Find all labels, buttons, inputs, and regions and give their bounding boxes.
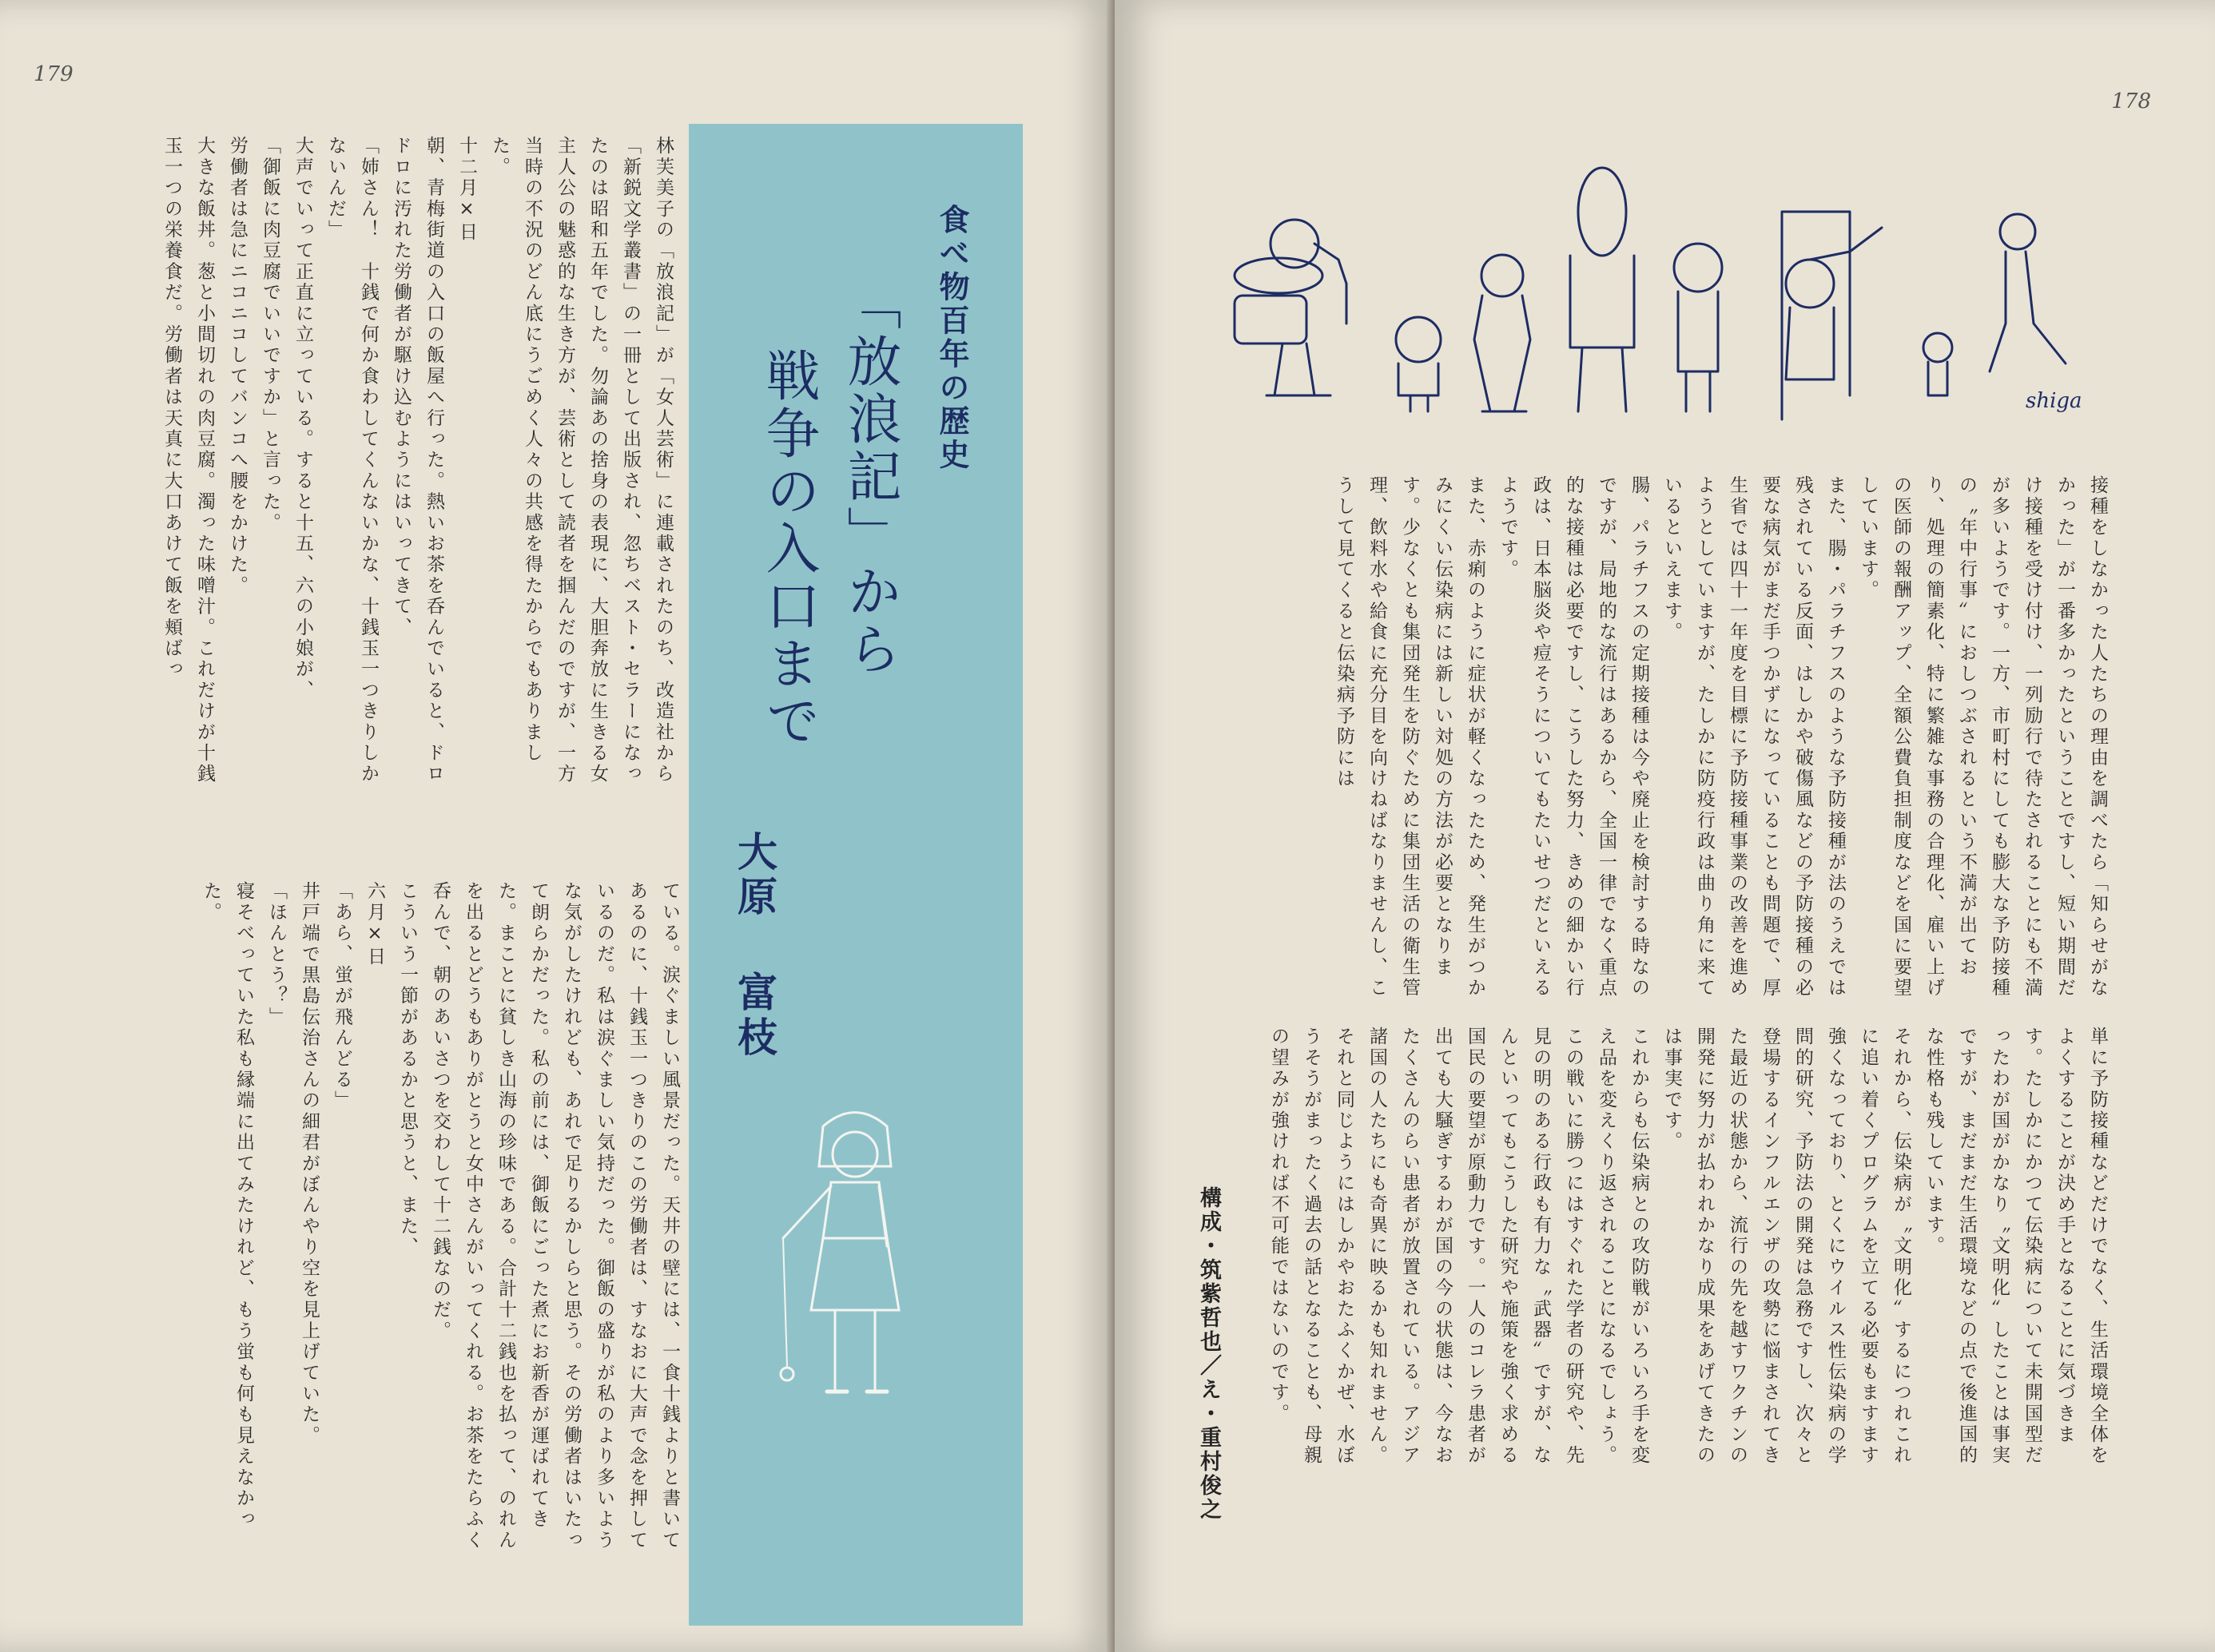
paragraph: 腸、パラチフスの定期接種は今や廃止を検討する時なのですが、局地的な流行はあるから、全国一律でなく重点的な接種は必要ですし、こうした努力、きめの細かい行政は、日本脳炎や痘そうについてもたいせつだといえるようです。 — [1497, 475, 1649, 999]
paragraph: 「あら、蛍が飛んどる」 — [332, 881, 352, 1112]
paragraph: 六月×日 — [364, 881, 385, 967]
paragraph: これからも伝染病との攻防戦がいろいろ手を変え品を変えくり返されることになるでしょう。この戦いに勝つにはすぐれた学者の研究や、先見の明のある行政も有力な〝武器〟ですが、なんといってもこうした研究や施策を強く求める国民の要望が原動力です。一人のコレラ患者が出ても大騒ぎするわが国の今の状態は、今なおたくさんのらい患者が放置されている。アジア諸国の人たちにも奇異に映るかも知れません。それと同じようにはしかやおたふくかぜ、水ぼうそうがまったく過去の話となることも、母親の望みが強ければ不可能ではないのです。 — [1268, 1027, 1649, 1467]
paragraph: 「姉さん！ 十銭で何か食わしてくんないかな、十銭玉一つきりしかないんだ」 — [325, 136, 379, 785]
paragraph: 接種をしなかった人たちの理由を調べたら「知らせがなかった」が一番多かったということですし、短い期間だけ接種を受け付け、一列励行で待たされることにも不満が多いようです。一方、市町村にしても膨大な予防接種の〝年中行事〟におしつぶされるという不満が出ており、処理の簡素化、特に繁雑な事務の合理化、雇い上げの医師の報酬アップ、全額公費負担制度などを国に要望しています。 — [1858, 475, 2108, 999]
paragraph: また、腸・パラチフスのような予防接種が法のうえでは残されている反面、はしかや破傷風などの予防接種の必要な病気がまだ手つかずになっていることも問題で、厚生省では四十一年度を目標に予防接種事業の改善を進めようとしていますが、たしかに防疫行政は曲り角に来ているといえます。 — [1661, 475, 1846, 999]
paragraph: 寝そべっていた私も縁端に出てみたけれど、もう蛍も何も見えなかった。 — [201, 881, 254, 1531]
girl-with-yoyo-illustration — [767, 1102, 943, 1438]
page-number-left: 179 — [34, 62, 74, 86]
article-text-lower — [94, 881, 686, 1560]
author-name: 大原 富枝 — [731, 831, 777, 1061]
paragraph: 十二月×日 — [456, 136, 477, 243]
page-number-right: 178 — [2111, 89, 2151, 113]
paragraph: 林芙美子の「放浪記」が「女人芸術」に連載されたのち、改造社から「新鋭文学叢書」の一冊として出版され、忽ちベスト・セラーになったのは昭和五年でした。勿論あの捨身の表現に、大胆奔放に生きる女主人公の魅惑的な生き方が、芸術として読者を掴んだのですが、一方当時の不況のどん底にうごめく人々の共感を得たからでもありました。 — [489, 136, 674, 785]
paragraph: 朝、青梅街道の入口の飯屋へ行った。熱いお茶を呑んでいると、ドロドロに汚れた労働者が駆け込むようにはいってきて、 — [391, 136, 444, 785]
paragraph: 大きな飯丼。葱と小間切れの肉豆腐。濁った味噌汁。これだけが十銭玉一つの栄養食だ。労働者は天真に大口あけて飯を頬ばっ — [161, 136, 215, 785]
article-text-upper — [152, 136, 679, 799]
paragraph: ている。涙ぐましい風景だった。天井の壁には、一食十銭よりと書いてあるのに、十銭玉一つきりのこの労働者は、すなおに大声で念を押しているのだ。私は涙ぐましい気持だった。御飯の盛りが私のより多いような気がしたけれども、あれで足りるかしらと思う。その労働者はいたって朗らかだった。私の前には、御飯にごった煮にお新香が運ばれてきた。まことに貧しき山海の珍味である。合計十二銭也を払って、のれんを出るとどうもありがとうと女中さんがいってくれる。お茶をたらふく呑んで、朝のあいさつを交わして十二銭なのだ。 — [430, 881, 680, 1551]
main-title-line-1: 「放浪記」から — [838, 276, 901, 678]
article-text-lower-right — [1243, 1027, 2114, 1474]
paragraph: こういう一節があるかと思うと、また、 — [397, 881, 418, 1258]
paragraph: 大声でいって正直に立っている。すると十五、六の小娘が、 — [292, 136, 313, 701]
paragraph: 単に予防接種などだけでなく、生活環境全体をよくすることが決め手となることに気づきます。たしかにかつて伝染病について未開国型だったわが国がかなり〝文明化〟したことは事実ですが、まだまだ生活環境などの点で後進国的な性格も残しています。 — [1923, 1027, 2108, 1467]
right-page — [1115, 0, 2215, 1652]
series-title: 食べ物百年の歴史 — [934, 204, 969, 472]
paragraph: 「御飯に肉豆腐でいいですか」と言った。 — [260, 136, 280, 534]
paragraph: 労働者は急にニコニコしてバンコへ腰をかけた。 — [227, 136, 248, 597]
paragraph: 「ほんとう？」 — [266, 881, 287, 1028]
paragraph: 井戸端で黒島伝治さんの細君がぼんやり空を見上げていた。 — [299, 881, 320, 1447]
main-title-line-2: 戦争の入口まで — [757, 347, 820, 750]
paragraph: また、赤痢のように症状が軽くなったため、発生がつかみにくい伝染病には新しい対処の方法が必要となります。少なくとも集団発生を防ぐために集団生活の衛生管理、飲料水や給食に充分目を向けねばなりませんし、こうして見てくると伝染病予防には — [1334, 475, 1485, 999]
paragraph: それから、伝染病が〝文明化〟するにつれこれに追い着くプログラムを立てる必要もますます強くなっており、とくにウイルス性伝染病の学問的研究、予防法の開発は急務ですし、次々と登場するインフルエンザの攻勢に悩まされてきた最近の状態から、流行の先を越すワクチンの開発に努力が払われかなり成果をあげてきたのは事実です。 — [1661, 1027, 1911, 1467]
vaccination-queue-illustration — [1219, 156, 2122, 427]
illustrator-signature: shiga — [2026, 389, 2082, 413]
article-text-upper-right — [1219, 475, 2114, 1019]
credit-line: 構成・筑紫哲也／え・重村俊之 — [1196, 1186, 1221, 1522]
